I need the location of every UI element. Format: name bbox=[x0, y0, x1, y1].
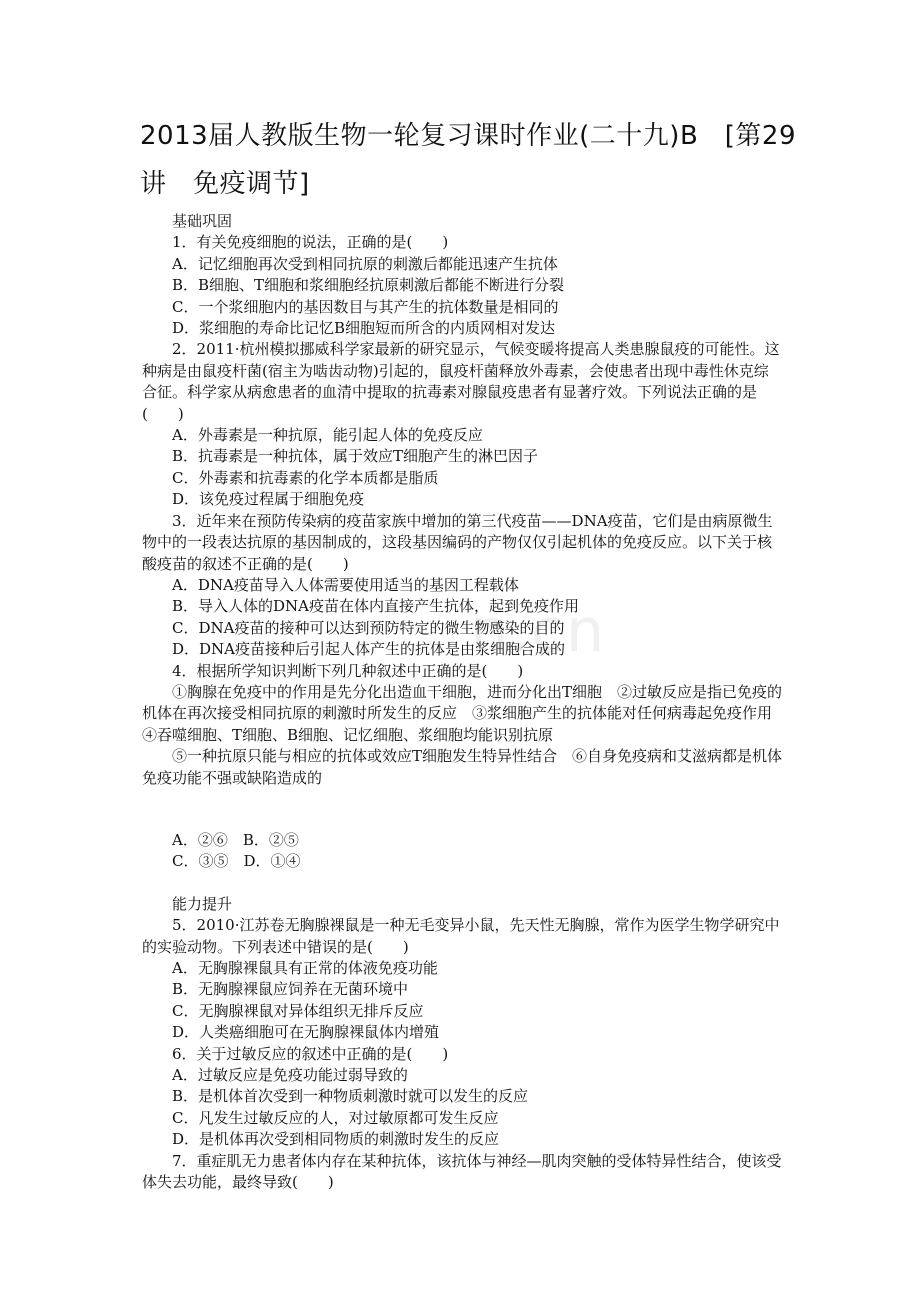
document-body bbox=[142, 211, 788, 1193]
question-6-option-d: D．是机体再次受到相同物质的刺激时发生的反应 bbox=[172, 1130, 500, 1149]
question-3-option-c: C．DNA疫苗的接种可以达到预防特定的微生物感染的目的 bbox=[172, 618, 565, 637]
section-heading-advanced: 能力提升 bbox=[172, 894, 233, 913]
question-4-options-row-1: A．②⑥ B．②⑤ bbox=[172, 830, 299, 849]
question-6-stem: 6．关于过敏反应的叙述中正确的是( ) bbox=[172, 1044, 449, 1063]
question-3-stem: 3．近年来在预防传染病的疫苗家族中增加的第三代疫苗——DNA疫苗，它们是由病原微生物中的一段表达抗原的基因制成的，这段基因编码的产物仅仅引起机体的免疫反应。以下关于核酸疫苗的叙述不正确的是( ) bbox=[142, 511, 773, 573]
question-1-option-d: D．浆细胞的寿命比记忆B细胞短而所含的内质网相对发达 bbox=[172, 319, 556, 338]
question-3-option-a: A．DNA疫苗导入人体需要使用适当的基因工程载体 bbox=[172, 575, 519, 594]
question-3-option-b: B．导入人体的DNA疫苗在体内直接产生抗体，起到免疫作用 bbox=[172, 597, 580, 616]
question-1-option-c: C．一个浆细胞内的基因数目与其产生的抗体数量是相同的 bbox=[172, 297, 559, 316]
question-4-stem: 4．根据所学知识判断下列几种叙述中正确的是( ) bbox=[172, 661, 524, 680]
question-2-option-d: D．该免疫过程属于细胞免疫 bbox=[172, 490, 365, 509]
question-5-option-d: D．人类癌细胞可在无胸腺裸鼠体内增殖 bbox=[172, 1023, 440, 1042]
question-7-stem: 7．重症肌无力患者体内存在某种抗体，该抗体与神经—肌肉突触的受体特异性结合，使该受体失去功能，最终导致( ) bbox=[142, 1151, 782, 1192]
page-title: 2013届人教版生物一轮复习课时作业(二十九)B [第29讲 免疫调节] bbox=[140, 121, 797, 199]
question-2-stem: 2．2011·杭州模拟挪威科学家最新的研究显示，气候变暖将提高人类患腺鼠疫的可能性。这种病是由鼠疫杆菌(宿主为啮齿动物)引起的，鼠疫杆菌释放外毒素，会使患者出现中毒性休克综合征。科学家从病愈患者的血清中提取的抗毒素对腺鼠疫患者有显著疗效。下列说法正确的是( ) bbox=[142, 340, 780, 423]
question-5-stem: 5．2010·江苏卷无胸腺裸鼠是一种无毛变异小鼠，先天性无胸腺，常作为医学生物学研究中的实验动物。下列表述中错误的是( ) bbox=[142, 916, 780, 956]
question-4-statements-2: ⑤一种抗原只能与相应的抗体或效应T细胞发生特异性结合 ⑥自身免疫病和艾滋病都是机体免疫功能不强或缺陷造成的 bbox=[142, 747, 783, 787]
spacer bbox=[142, 789, 782, 830]
question-6-option-a: A．过敏反应是免疫功能过弱导致的 bbox=[172, 1066, 408, 1085]
question-2-option-c: C．外毒素和抗毒素的化学本质都是脂质 bbox=[172, 468, 439, 487]
question-6-option-c: C．凡发生过敏反应的人，对过敏原都可发生反应 bbox=[172, 1108, 499, 1127]
question-1-option-b: B．B细胞、T细胞和浆细胞经抗原刺激后都能不断进行分裂 bbox=[172, 276, 565, 295]
question-3-option-d: D．DNA疫苗接种后引起人体产生的抗体是由浆细胞合成的 bbox=[172, 640, 566, 659]
question-5-option-b: B．无胸腺裸鼠应饲养在无菌环境中 bbox=[172, 980, 409, 999]
question-5-option-a: A．无胸腺裸鼠具有正常的体液免疫功能 bbox=[172, 959, 438, 977]
question-4-options-row-2: C．③⑤ D．①④ bbox=[172, 852, 301, 871]
question-1-option-a: A．记忆细胞再次受到相同抗原的刺激后都能迅速产生抗体 bbox=[172, 254, 558, 273]
spacer bbox=[142, 873, 782, 894]
question-2-option-b: B．抗毒素是一种抗体，属于效应T细胞产生的淋巴因子 bbox=[172, 447, 539, 466]
section-heading-basic: 基础巩固 bbox=[172, 212, 233, 230]
watermark: n.cn bbox=[470, 596, 607, 666]
question-5-option-c: C．无胸腺裸鼠对异体组织无排斥反应 bbox=[172, 1001, 424, 1020]
question-1-stem: 1．有关免疫细胞的说法，正确的是( ) bbox=[172, 233, 449, 252]
question-6-option-b: B．是机体首次受到一种物质刺激时就可以发生的反应 bbox=[172, 1087, 529, 1106]
question-4-statements-1: ①胸腺在免疫中的作用是先分化出造血干细胞，进而分化出T细胞 ②过敏反应是指已免疫的机体在再次接受相同抗原的刺激时所发生的反应 ③浆细胞产生的抗体能对任何病毒起免疫作用 ④吞噬细胞、T细胞、B细胞、记忆细胞、浆细胞均能识别抗原 bbox=[142, 682, 788, 744]
question-2-option-a: A．外毒素是一种抗原，能引起人体的免疫反应 bbox=[172, 426, 483, 445]
